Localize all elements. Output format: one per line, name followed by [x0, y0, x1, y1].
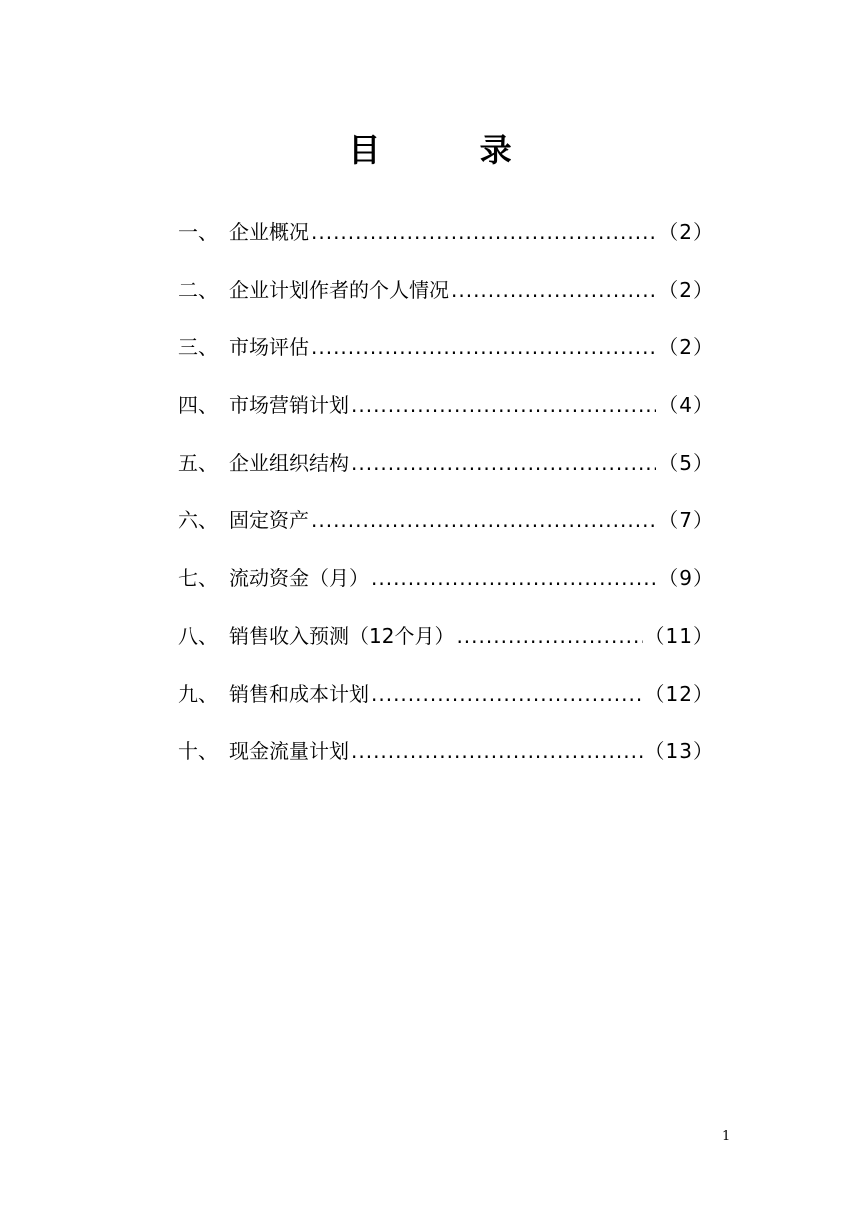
toc-entry[interactable] [178, 733, 714, 791]
toc-entry-label: 企业概况 [229, 220, 309, 244]
toc-entry[interactable] [178, 560, 714, 618]
toc-entry[interactable] [178, 502, 714, 560]
toc-entry-number: 十、 [178, 739, 218, 764]
toc-entry-number: 二、 [178, 277, 218, 302]
toc-entry-page: （7） [658, 508, 714, 533]
toc-dot-leader [451, 272, 656, 308]
toc-dot-leader [311, 329, 656, 365]
table-of-contents [178, 214, 714, 791]
toc-entry-number: 八、 [178, 623, 218, 648]
toc-entry[interactable] [178, 387, 714, 445]
toc-entry-number: 五、 [178, 450, 218, 475]
toc-dot-leader [351, 733, 643, 769]
toc-entry-page: （2） [658, 220, 714, 244]
toc-entry-label: 现金流量计划 [229, 739, 349, 764]
page-number: 1 [722, 1129, 731, 1144]
toc-entry-page: （9） [658, 566, 714, 591]
toc-entry-page: （12） [644, 681, 714, 706]
toc-entry-page: （11） [644, 623, 714, 648]
toc-entry-label: 固定资产 [229, 508, 309, 533]
toc-entry-label: 市场评估 [229, 335, 309, 360]
toc-entry[interactable] [178, 272, 714, 330]
toc-entry-page: （5） [658, 450, 714, 475]
toc-dot-leader [311, 214, 656, 250]
toc-entry[interactable] [178, 445, 714, 503]
toc-entry[interactable] [178, 329, 714, 387]
toc-entry-page: （2） [658, 277, 714, 302]
toc-entry[interactable] [178, 618, 714, 676]
toc-entry-label: 流动资金（月） [229, 566, 369, 591]
toc-dot-leader [371, 560, 656, 596]
toc-entry-label: 市场营销计划 [229, 393, 349, 418]
toc-entry-number: 三、 [178, 335, 218, 360]
toc-entry-number: 七、 [178, 566, 218, 591]
toc-entry-page: （2） [658, 335, 714, 360]
toc-entry-label: 企业组织结构 [229, 450, 349, 475]
toc-entry-number: 一、 [178, 220, 218, 244]
toc-entry-label: 销售和成本计划 [229, 681, 369, 706]
toc-entry[interactable] [178, 214, 714, 272]
toc-dot-leader [371, 676, 643, 712]
toc-entry-number: 四、 [178, 393, 218, 418]
toc-entry-number: 六、 [178, 508, 218, 533]
toc-dot-leader [311, 502, 656, 538]
toc-dot-leader [351, 387, 656, 423]
toc-dot-leader [351, 445, 656, 481]
toc-dot-leader [456, 618, 642, 654]
toc-entry-number: 九、 [178, 681, 218, 706]
toc-entry-label: 销售收入预测（12个月） [229, 623, 455, 648]
toc-entry-page: （13） [644, 739, 714, 764]
toc-entry-label: 企业计划作者的个人情况 [229, 277, 449, 302]
toc-entry[interactable] [178, 676, 714, 734]
page-title: 目 录 [348, 131, 556, 169]
toc-entry-page: （4） [658, 393, 714, 418]
